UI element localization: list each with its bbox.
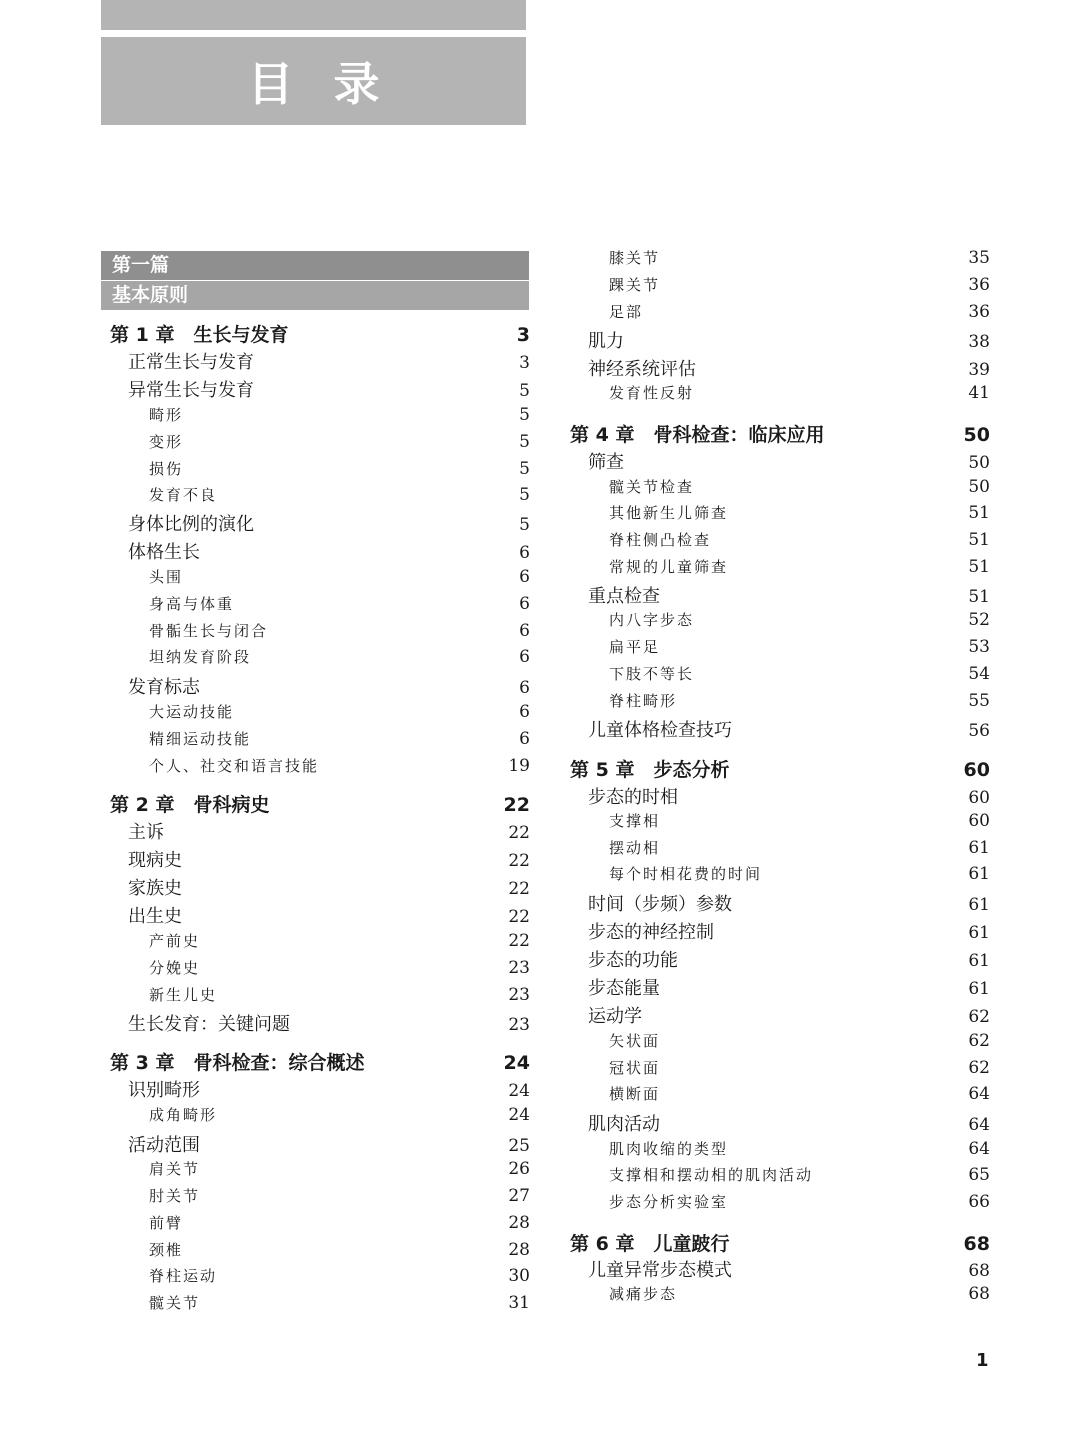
toc-entry (110, 755, 530, 776)
toc-entry-title: 脊柱侧凸检查 (609, 531, 712, 549)
toc-chapter (570, 1229, 990, 1256)
toc-entry (110, 673, 530, 699)
toc-entry (570, 355, 990, 381)
toc-entry (110, 566, 530, 587)
toc-entry-page: 31 (508, 1293, 530, 1313)
toc-entry (570, 636, 990, 657)
toc-entry (570, 1283, 990, 1304)
toc-entry (570, 1057, 990, 1078)
toc-entry-title: 步态的功能 (588, 950, 678, 971)
toc-entry (570, 274, 990, 295)
toc-entry-page: 24 (503, 1052, 530, 1074)
toc-entry (570, 529, 990, 550)
toc-entry (110, 1239, 530, 1260)
toc-entry (570, 247, 990, 268)
toc-entry-title: 成角畸形 (149, 1106, 218, 1124)
toc-entry-page: 62 (968, 1007, 990, 1027)
toc-entry-page: 5 (519, 515, 530, 535)
toc-entry-page: 65 (968, 1165, 990, 1185)
toc-entry-title: 肘关节 (149, 1187, 201, 1205)
toc-entry-page: 23 (508, 958, 530, 978)
toc-entry (570, 1030, 990, 1051)
toc-entry-page: 30 (508, 1266, 530, 1286)
toc-entry-page: 50 (963, 424, 990, 446)
toc-entry-page: 51 (968, 587, 990, 607)
toc-entry-title: 正常生长与发育 (128, 352, 254, 373)
toc-entry-page: 6 (519, 647, 530, 667)
toc-entry (570, 582, 990, 608)
toc-entry-page: 5 (519, 405, 530, 425)
toc-entry-title: 发育性反射 (609, 384, 695, 402)
toc-entry-title: 横断面 (609, 1085, 661, 1103)
toc-entry-title: 减痛步态 (609, 1285, 678, 1303)
toc-entry-title: 肩关节 (149, 1160, 201, 1178)
toc-entry-page: 51 (968, 530, 990, 550)
toc-entry-title: 重点检查 (588, 586, 660, 607)
toc-entry-title: 足部 (609, 303, 644, 321)
toc-entry-page: 55 (968, 691, 990, 711)
toc-entry-page: 5 (519, 381, 530, 401)
toc-entry (570, 783, 990, 809)
toc-entry (110, 1104, 530, 1125)
toc-chapter (570, 420, 990, 447)
toc-entry (110, 1185, 530, 1206)
toc-entry-page: 41 (968, 383, 990, 403)
toc-entry (570, 716, 990, 742)
toc-entry-page: 24 (508, 1105, 530, 1125)
toc-entry-title: 生长发育：关键问题 (128, 1014, 290, 1035)
toc-entry (570, 382, 990, 403)
toc-entry (570, 1138, 990, 1159)
toc-entry-title: 时间（步频）参数 (588, 894, 732, 915)
toc-entry-page: 64 (968, 1084, 990, 1104)
toc-entry-page: 68 (968, 1284, 990, 1304)
toc-entry (110, 957, 530, 978)
toc-entry-title: 第 6 章 儿童跛行 (570, 1233, 730, 1255)
toc-entry-page: 61 (968, 979, 990, 999)
toc-entry (110, 818, 530, 844)
toc-entry (110, 593, 530, 614)
toc-entry-page: 5 (519, 459, 530, 479)
toc-entry-page: 64 (968, 1139, 990, 1159)
toc-entry-title: 主诉 (128, 822, 164, 843)
toc-entry-title: 家族史 (128, 878, 182, 899)
toc-entry-title: 变形 (149, 433, 184, 451)
toc-entry-title: 大运动技能 (149, 703, 235, 721)
toc-chapter (110, 320, 530, 347)
toc-entry-page: 51 (968, 557, 990, 577)
toc-entry (570, 810, 990, 831)
toc-entry-title: 第 5 章 步态分析 (570, 759, 730, 781)
toc-entry-page: 6 (519, 729, 530, 749)
toc-entry (110, 646, 530, 667)
toc-entry-page: 22 (508, 823, 530, 843)
toc-entry-title: 冠状面 (609, 1059, 661, 1077)
toc-entry (110, 484, 530, 505)
part-name: 基本原则 (101, 281, 529, 310)
toc-entry-title: 神经系统评估 (588, 359, 696, 380)
toc-entry-page: 61 (968, 864, 990, 884)
page-number: 1 (976, 1350, 989, 1371)
toc-entry-page: 22 (508, 931, 530, 951)
toc-entry-page: 22 (508, 907, 530, 927)
page-title: 目录 (247, 57, 420, 111)
toc-entry-title: 儿童体格检查技巧 (588, 720, 732, 741)
toc-entry-title: 损伤 (149, 460, 184, 478)
toc-entry-page: 3 (519, 353, 530, 373)
toc-entry (110, 376, 530, 402)
toc-entry-title: 新生儿史 (149, 986, 218, 1004)
toc-entry (110, 431, 530, 452)
toc-entry-page: 66 (968, 1192, 990, 1212)
toc-entry (570, 301, 990, 322)
toc-entry-title: 踝关节 (609, 276, 661, 294)
toc-entry-title: 精细运动技能 (149, 730, 252, 748)
toc-entry-title: 运动学 (588, 1006, 642, 1027)
toc-entry-title: 发育标志 (128, 677, 200, 698)
toc-entry (110, 930, 530, 951)
toc-entry (570, 974, 990, 1000)
toc-entry-title: 脊柱畸形 (609, 692, 678, 710)
toc-entry (570, 1110, 990, 1136)
toc-chapter (110, 1048, 530, 1075)
toc-entry-title: 第 4 章 骨科检查：临床应用 (570, 424, 825, 446)
toc-entry-title: 髋关节 (149, 1294, 201, 1312)
toc-entry (110, 1265, 530, 1286)
toc-entry-title: 识别畸形 (128, 1080, 200, 1101)
toc-entry-title: 坦纳发育阶段 (149, 648, 252, 666)
toc-entry (570, 890, 990, 916)
toc-entry-page: 6 (519, 567, 530, 587)
toc-entry-title: 前臂 (149, 1214, 184, 1232)
toc-entry-title: 身高与体重 (149, 595, 235, 613)
toc-entry (570, 1256, 990, 1282)
toc-entry (110, 846, 530, 872)
toc-entry (110, 1158, 530, 1179)
toc-entry-title: 身体比例的演化 (128, 514, 254, 535)
toc-entry-title: 第 1 章 生长与发育 (110, 324, 289, 346)
toc-entry-page: 6 (519, 678, 530, 698)
toc-entry (570, 476, 990, 497)
toc-entry-page: 28 (508, 1240, 530, 1260)
toc-entry-page: 68 (968, 1261, 990, 1281)
toc-entry (570, 946, 990, 972)
toc-entry-page: 35 (968, 248, 990, 268)
toc-entry (570, 556, 990, 577)
toc-entry-page: 64 (968, 1115, 990, 1135)
toc-entry-page: 5 (519, 432, 530, 452)
toc-entry-title: 产前史 (149, 932, 201, 950)
toc-entry-title: 膝关节 (609, 249, 661, 267)
toc-entry-page: 22 (503, 794, 530, 816)
toc-entry-title: 发育不良 (149, 486, 218, 504)
toc-entry-page: 51 (968, 503, 990, 523)
toc-entry (110, 701, 530, 722)
toc-entry-page: 68 (963, 1233, 990, 1255)
toc-entry-page: 6 (519, 621, 530, 641)
toc-entry-title: 头围 (149, 568, 184, 586)
toc-entry-title: 下肢不等长 (609, 665, 695, 683)
toc-entry-page: 39 (968, 360, 990, 380)
toc-entry (110, 458, 530, 479)
toc-entry (570, 918, 990, 944)
toc-entry-page: 62 (968, 1031, 990, 1051)
toc-entry (110, 1212, 530, 1233)
toc-entry-title: 矢状面 (609, 1032, 661, 1050)
toc-entry-title: 儿童异常步态模式 (588, 1260, 732, 1281)
toc-entry-title: 肌肉收缩的类型 (609, 1140, 729, 1158)
toc-entry (110, 538, 530, 564)
toc-entry (570, 663, 990, 684)
toc-entry (110, 874, 530, 900)
toc-entry-title: 扁平足 (609, 638, 661, 656)
toc-entry-page: 38 (968, 332, 990, 352)
toc-entry-page: 50 (968, 477, 990, 497)
toc-entry-title: 摆动相 (609, 839, 661, 857)
toc-entry-title: 骨骺生长与闭合 (149, 622, 269, 640)
toc-entry (570, 863, 990, 884)
toc-entry-page: 61 (968, 923, 990, 943)
toc-entry-page: 36 (968, 275, 990, 295)
toc-entry-title: 其他新生儿筛查 (609, 504, 729, 522)
toc-entry (570, 1164, 990, 1185)
toc-entry (110, 404, 530, 425)
toc-chapter (110, 790, 530, 817)
toc-entry (110, 620, 530, 641)
toc-entry-page: 50 (968, 453, 990, 473)
toc-chapter (570, 755, 990, 782)
toc-entry (570, 448, 990, 474)
toc-entry-page: 23 (508, 1015, 530, 1035)
toc-entry-title: 脊柱运动 (149, 1267, 218, 1285)
toc-entry-page: 6 (519, 594, 530, 614)
toc-entry (110, 1131, 530, 1157)
toc-entry-page: 22 (508, 879, 530, 899)
toc-entry-page: 6 (519, 702, 530, 722)
toc-entry-title: 筛查 (588, 452, 624, 473)
toc-entry-title: 畸形 (149, 406, 184, 424)
toc-entry-page: 3 (516, 324, 530, 346)
toc-entry (110, 984, 530, 1005)
toc-entry-page: 6 (519, 543, 530, 563)
toc-entry (570, 837, 990, 858)
toc-entry-title: 步态的神经控制 (588, 922, 714, 943)
toc-entry (570, 609, 990, 630)
toc-entry-title: 体格生长 (128, 542, 200, 563)
toc-entry (110, 1010, 530, 1036)
toc-entry (570, 327, 990, 353)
toc-entry-page: 26 (508, 1159, 530, 1179)
toc-entry-title: 髋关节检查 (609, 478, 695, 496)
toc-entry-title: 肌力 (588, 331, 624, 352)
toc-entry-page: 61 (968, 838, 990, 858)
toc-entry-page: 53 (968, 637, 990, 657)
toc-entry-page: 56 (968, 721, 990, 741)
toc-entry-title: 支撑相 (609, 812, 661, 830)
toc-entry (570, 1083, 990, 1104)
toc-entry-page: 27 (508, 1186, 530, 1206)
toc-entry-title: 出生史 (128, 906, 182, 927)
toc-entry-title: 第 3 章 骨科检查：综合概述 (110, 1052, 365, 1074)
toc-entry-page: 28 (508, 1213, 530, 1233)
toc-entry-title: 异常生长与发育 (128, 380, 254, 401)
toc-entry-page: 60 (968, 788, 990, 808)
toc-entry-page: 62 (968, 1058, 990, 1078)
toc-entry-page: 5 (519, 485, 530, 505)
toc-entry-page: 36 (968, 302, 990, 322)
toc-entry-page: 24 (508, 1081, 530, 1101)
toc-entry-page: 60 (968, 811, 990, 831)
toc-entry (570, 690, 990, 711)
toc-entry-page: 60 (963, 759, 990, 781)
toc-entry-page: 61 (968, 951, 990, 971)
toc-entry-page: 25 (508, 1136, 530, 1156)
toc-entry (110, 902, 530, 928)
toc-entry-title: 活动范围 (128, 1135, 200, 1156)
toc-entry (110, 1076, 530, 1102)
toc-entry-title: 步态能量 (588, 978, 660, 999)
toc-entry-title: 肌肉活动 (588, 1114, 660, 1135)
toc-entry-title: 颈椎 (149, 1241, 184, 1259)
toc-entry (570, 502, 990, 523)
toc-entry-page: 23 (508, 985, 530, 1005)
toc-entry-title: 步态分析实验室 (609, 1193, 729, 1211)
header-banner (101, 37, 526, 125)
toc-entry (570, 1002, 990, 1028)
toc-entry-title: 内八字步态 (609, 611, 695, 629)
toc-entry-page: 52 (968, 610, 990, 630)
toc-entry (110, 728, 530, 749)
toc-entry (110, 510, 530, 536)
toc-entry-title: 现病史 (128, 850, 182, 871)
toc-entry-title: 步态的时相 (588, 787, 678, 808)
toc-entry-title: 常规的儿童筛查 (609, 558, 729, 576)
part-number: 第一篇 (101, 251, 529, 280)
toc-entry-title: 支撑相和摆动相的肌肉活动 (609, 1166, 814, 1184)
toc-entry (570, 1191, 990, 1212)
toc-entry-page: 54 (968, 664, 990, 684)
toc-entry (110, 348, 530, 374)
toc-entry-title: 分娩史 (149, 959, 201, 977)
toc-entry-title: 每个时相花费的时间 (609, 865, 763, 883)
toc-entry-page: 19 (508, 756, 530, 776)
toc-entry (110, 1292, 530, 1313)
toc-entry-title: 第 2 章 骨科病史 (110, 794, 270, 816)
toc-entry-page: 22 (508, 851, 530, 871)
header-top-bar (101, 0, 526, 30)
toc-entry-page: 61 (968, 895, 990, 915)
toc-entry-title: 个人、社交和语言技能 (149, 757, 320, 775)
